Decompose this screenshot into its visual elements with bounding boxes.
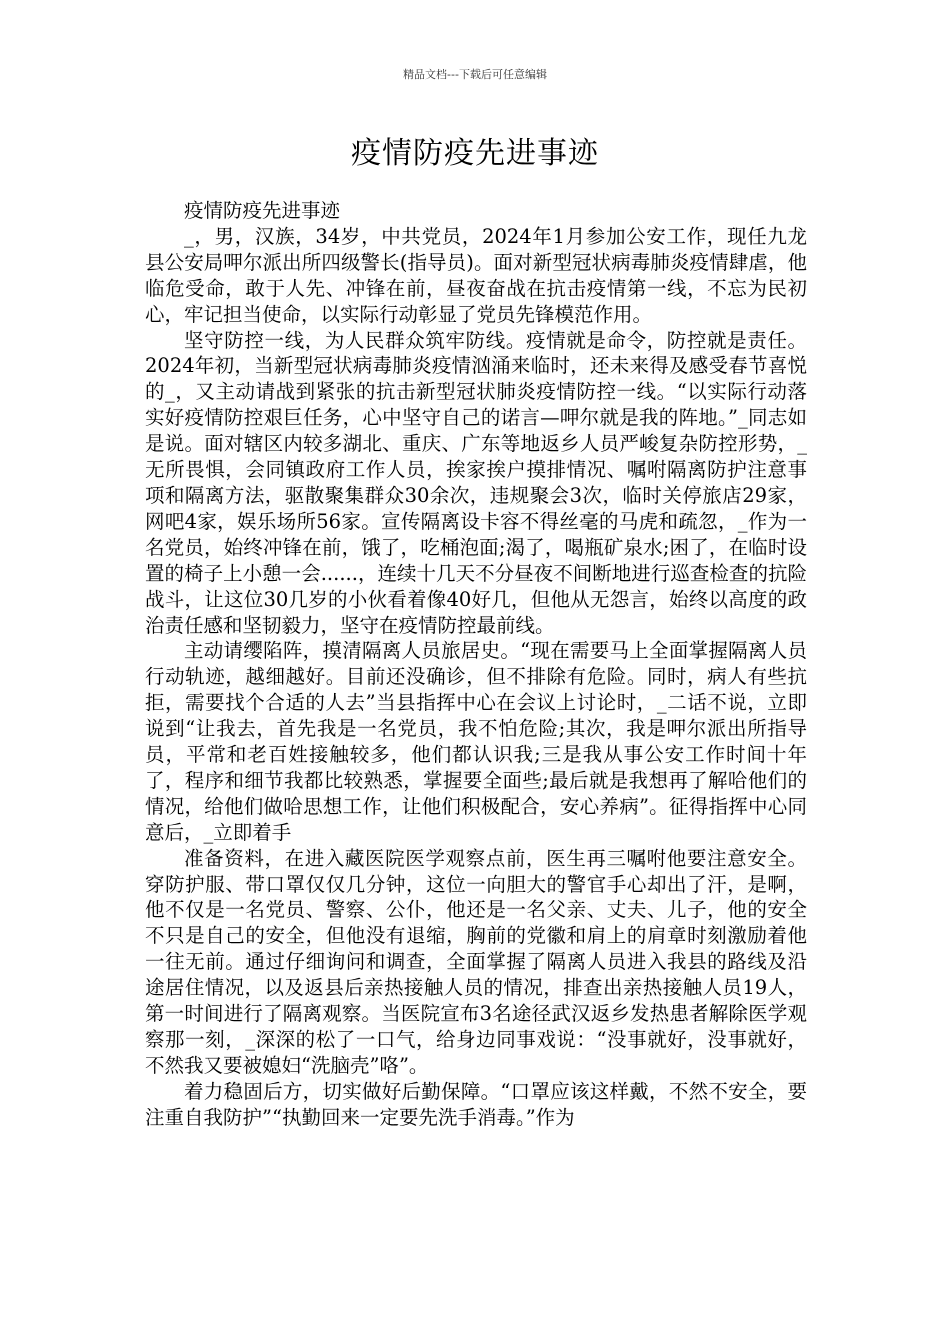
body-paragraph: 坚守防控一线，为人民群众筑牢防线。疫情就是命令，防控就是责任。2024年初，当新型冠状病毒肺炎疫情汹涌来临时，还未来得及感受春节喜悦的_，又主动请战到紧张的抗击新型冠状肺炎疫情防控一线。“以实际行动落实好疫情防控艰巨任务，心中坚守自己的诺言—呷尔就是我的阵地。”_同志如是说。面对辖区内较多湖北、重庆、广东等地返乡人员严峻复杂防控形势，_无所畏惧，会同镇政府工作人员，挨家挨户摸排情况、嘱咐隔离防护注意事项和隔离方法，驱散聚集群众30余次，违规聚会3次，临时关停旅店29家，网吧4家，娱乐场所56家。宣传隔离设卡容不得丝毫的马虎和疏忽，_作为一名党员，始终冲锋在前，饿了，吃桶泡面;渴了，喝瓶矿泉水;困了，在临时设置的椅子上小憩一会......，连续十几天不分昼夜不间断地进行巡查检查的抗险战斗，让这位30几岁的小伙看着像40好几，但他从无怨言，始终以高度的政治责任感和坚韧毅力，坚守在疫情防控最前线。 — [145, 328, 807, 637]
body-paragraph: 着力稳固后方，切实做好后勤保障。“口罩应该这样戴，不然不安全，要注重自我防护”“执勤回来一定要先洗手消毒。”作为 — [145, 1079, 807, 1129]
document-title: 疫情防疫先进事迹 — [351, 136, 599, 171]
document-body — [145, 198, 807, 1131]
body-paragraph: 主动请缨陷阵，摸清隔离人员旅居史。“现在需要马上全面掌握隔离人员行动轨迹，越细越好。目前还没确诊，但不排除有危险。同时，病人有些抗拒，需要找个合适的人去”当县指挥中心在会议上讨论时，_二话不说，立即说到“让我去，首先我是一名党员，我不怕危险;其次，我是呷尔派出所指导员，平常和老百姓接触较多，他们都认识我;三是我从事公安工作时间十年了，程序和细节我都比较熟悉，掌握要全面些;最后就是我想再了解哈他们的情况，给他们做哈思想工作，让他们积极配合，安心养病”。征得指挥中心同意后，_立即着手 — [145, 639, 807, 844]
body-paragraph: _，男，汉族，34岁，中共党员，2024年1月参加公安工作，现任九龙县公安局呷尔派出所四级警长(指导员)。面对新型冠状病毒肺炎疫情肆虐，他临危受命，敢于人先、冲锋在前，昼夜奋战在抗击疫情第一线，不忘为民初心，牢记担当使命，以实际行动彰显了党员先锋模范作用。 — [145, 224, 807, 326]
body-paragraph: 疫情防疫先进事迹 — [184, 199, 341, 222]
header-note: 精品文档---下载后可任意编辑 — [403, 68, 547, 81]
body-paragraph: 准备资料，在进入藏医院医学观察点前，医生再三嘱咐他要注意安全。穿防护服、带口罩仅仅几分钟，这位一向胆大的警官手心却出了汗，是啊，他不仅是一名党员、警察、公仆，他还是一名父亲、丈夫、儿子，他的安全不只是自己的安全，但他没有退缩，胸前的党徽和肩上的肩章时刻激励着他一往无前。通过仔细询问和调查，全面掌握了隔离人员进入我县的路线及沿途居住情况，以及返县后亲热接触人员的情况，排查出亲热接触人员19人，第一时间进行了隔离观察。当医院宣布3名途径武汉返乡发热患者解除医学观察那一刻，_深深的松了一口气，给身边同事戏说：“没事就好，没事就好，不然我又要被媳妇“洗脑壳”咯”。 — [145, 846, 807, 1077]
